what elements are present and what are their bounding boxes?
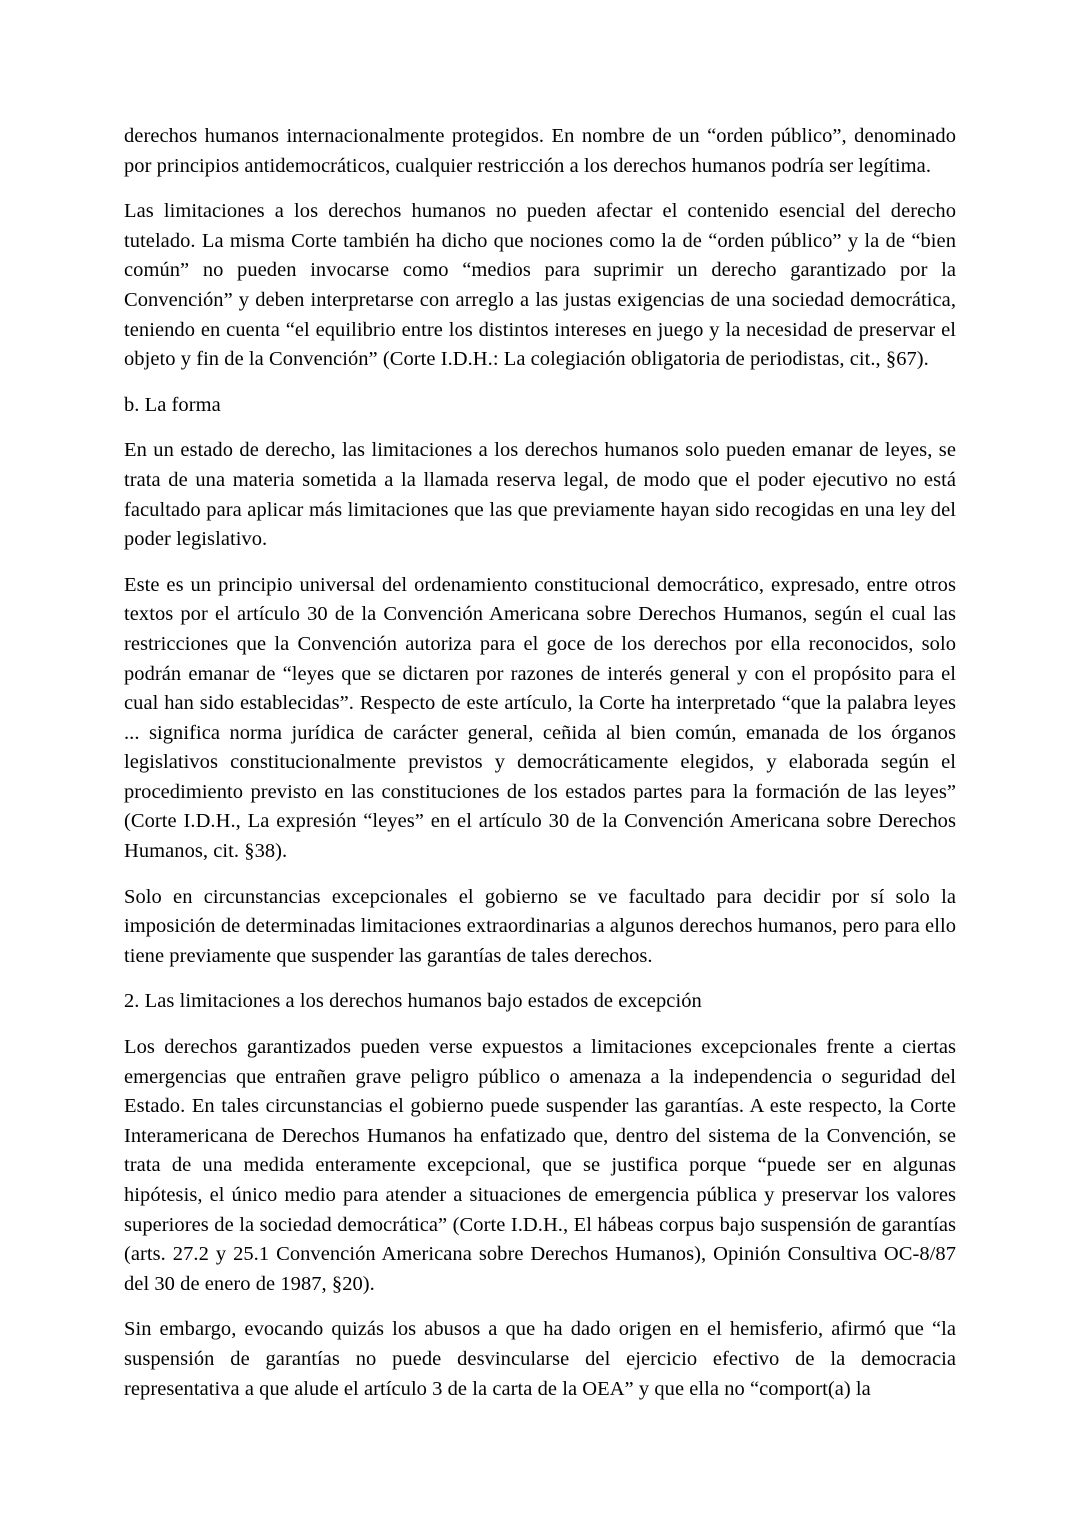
paragraph-derechos-humanos-protegidos: derechos humanos internacionalmente protegidos. En nombre de un “orden público”, denominado por principios antidemocráticos, cualquier restricción a los derechos humanos podría ser legítima. xyxy=(124,125,956,177)
paragraph-sin-embargo-abusos: Sin embargo, evocando quizás los abusos a que ha dado origen en el hemisferio, afirmó que “la suspensión de garantías no puede desvincularse del ejercicio efectivo de la democracia representativa a que alude el artículo 3 de la carta de la OEA” y que ella no “comport(a) la xyxy=(124,1318,956,1400)
document-body xyxy=(124,122,956,1404)
heading-b-la-forma: b. La forma xyxy=(124,393,221,416)
paragraph-circunstancias-excepcionales: Solo en circunstancias excepcionales el gobierno se ve facultado para decidir por sí solo la imposición de determinadas limitaciones extraordinarias a algunos derechos humanos, pero para ello tiene previamente que suspender las garantías de tales derechos. xyxy=(124,885,956,967)
paragraph-principio-universal: Este es un principio universal del ordenamiento constitucional democrático, expresado, entre otros textos por el artículo 30 de la Convención Americana sobre Derechos Humanos, según el cual las restricciones que la Convención autoriza para el goce de los derechos por ella reconocidos, solo podrán emanar de “leyes que se dictaren por razones de interés general y con el propósito para el cual han sido establecidas”. Respecto de este artículo, la Corte ha interpretado “que la palabra leyes ... significa norma jurídica de carácter general, ceñida al bien común, emanada de los órganos legislativos constitucionalmente previstos y democráticamente elegidos, y elaborada según el procedimiento previsto en las constituciones de los estados partes para la formación de las leyes” (Corte I.D.H., La expresión “leyes” en el artículo 30 de la Convención Americana sobre Derechos Humanos, cit. §38). xyxy=(124,573,956,863)
paragraph-limitaciones-contenido-esencial: Las limitaciones a los derechos humanos no pueden afectar el contenido esencial del derecho tutelado. La misma Corte también ha dicho que nociones como la de “orden público” y la de “bien común” no pueden invocarse como “medios para suprimir un derecho garantizado por la Convención” y deben interpretarse con arreglo a las justas exigencias de una sociedad democrática, teniendo en cuenta “el equilibrio entre los distintos intereses en juego y la necesidad de preservar el objeto y fin de la Convención” (Corte I.D.H.: La colegiación obligatoria de periodistas, cit., §67). xyxy=(124,200,956,371)
paragraph-derechos-garantizados: Los derechos garantizados pueden verse expuestos a limitaciones excepcionales frente a ciertas emergencias que entrañen grave peligro público o amenaza a la independencia o seguridad del Estado. En tales circunstancias el gobierno puede suspender las garantías. A este respecto, la Corte Interamericana de Derechos Humanos ha enfatizado que, dentro del sistema de la Convención, se trata de una medida enteramente excepcional, que se justifica porque “puede ser en algunas hipótesis, el único medio para atender a situaciones de emergencia pública y preservar los valores superiores de la sociedad democrática” (Corte I.D.H., El hábeas corpus bajo suspensión de garantías (arts. 27.2 y 25.1 Convención Americana sobre Derechos Humanos), Opinión Consultiva OC-8/87 del 30 de enero de 1987, §20). xyxy=(124,1036,956,1295)
paragraph-estado-de-derecho: En un estado de derecho, las limitaciones a los derechos humanos solo pueden emanar de leyes, se trata de una materia sometida a la llamada reserva legal, de modo que el poder ejecutivo no está facultado para aplicar más limitaciones que las que previamente hayan sido recogidas en una ley del poder legislativo. xyxy=(124,439,956,551)
heading-2-limitaciones-estados-excepcion: 2. Las limitaciones a los derechos humanos bajo estados de excepción xyxy=(124,990,702,1013)
